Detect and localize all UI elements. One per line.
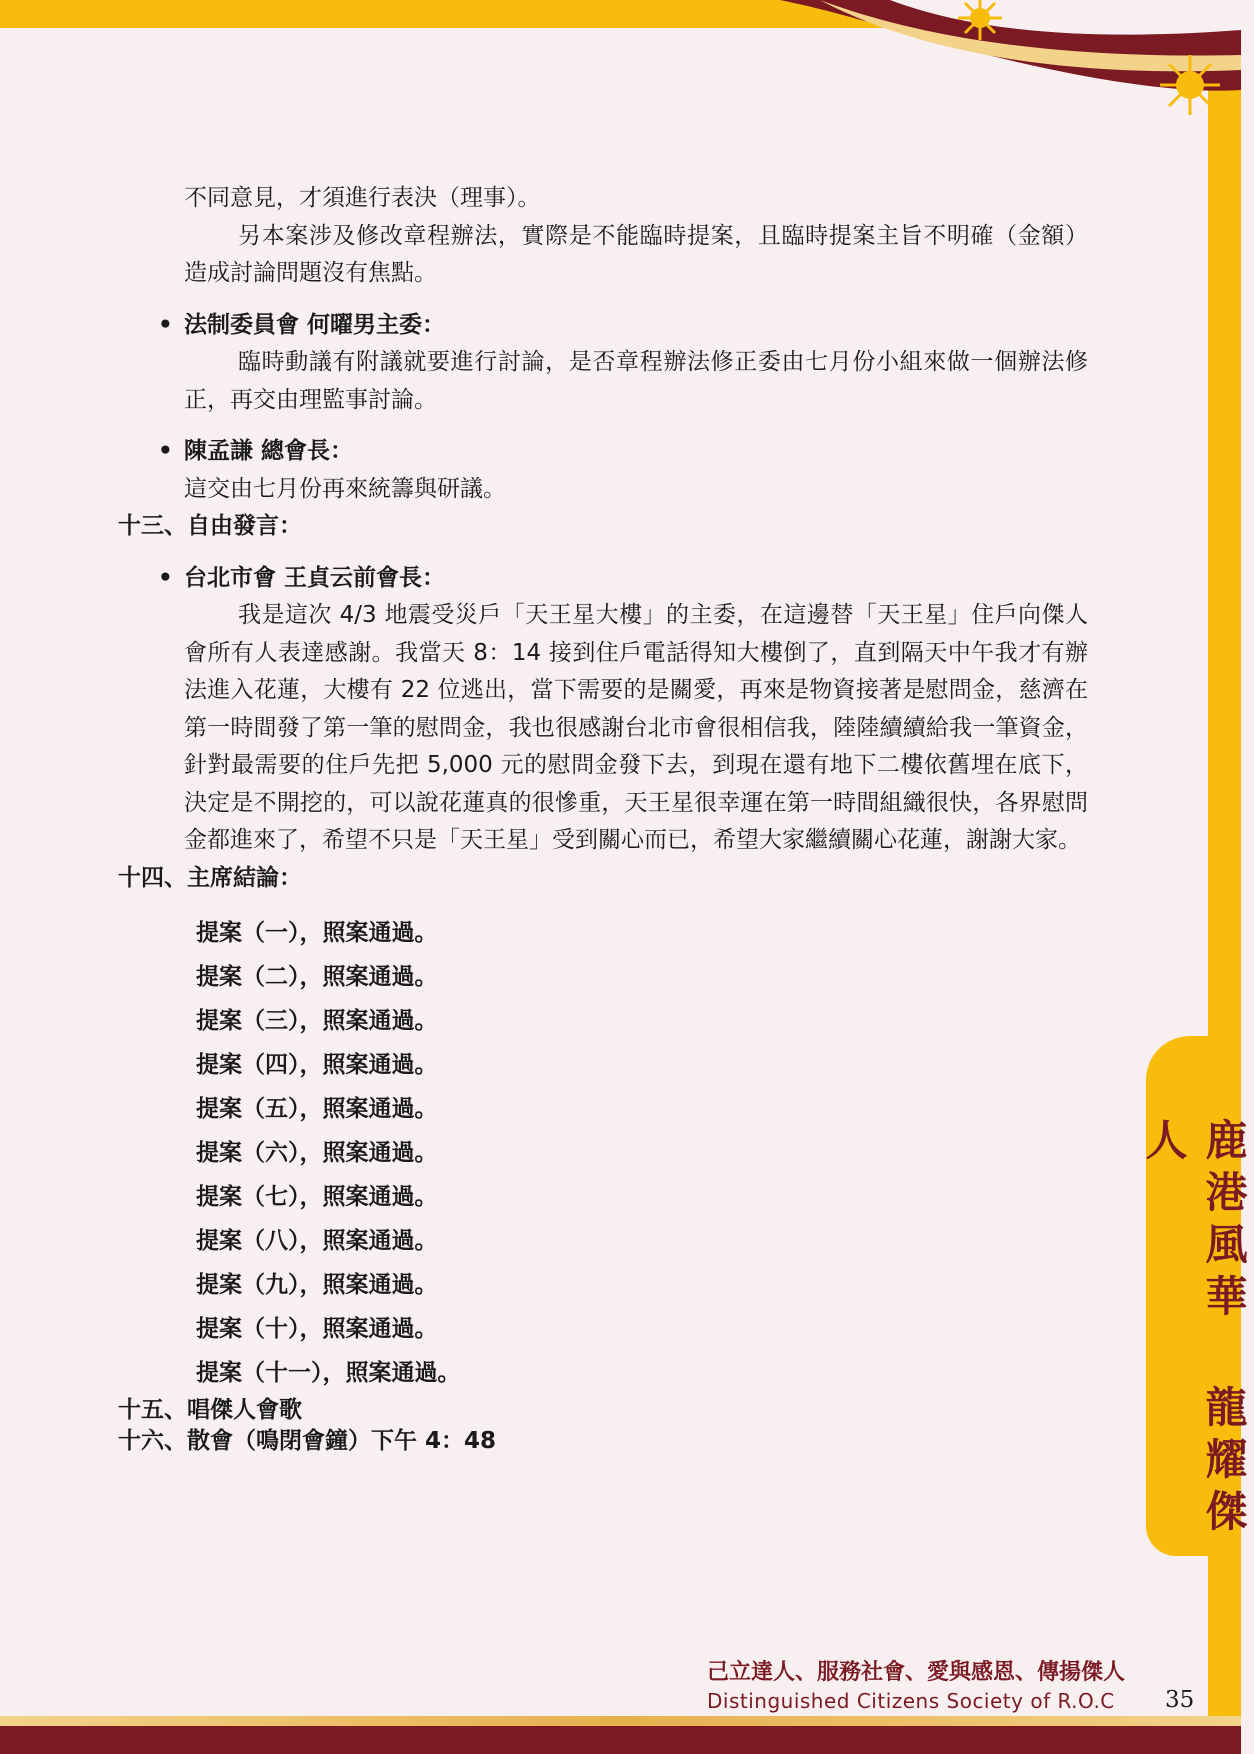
intro-line: 不同意見，才須進行表決（理事）。 <box>184 185 541 211</box>
document-body <box>118 180 1098 1457</box>
page-number: 35 <box>1165 1687 1195 1713</box>
list-item: 提案（九），照案通過。 <box>196 1272 438 1298</box>
side-tab <box>1139 1036 1249 1556</box>
bottom-maroon-band <box>0 1726 1241 1754</box>
list-item: 提案（五），照案通過。 <box>196 1096 438 1122</box>
footer-motto: 己立達人、服務社會、愛與感恩、傳揚傑人 <box>707 1659 1126 1685</box>
list-item: 提案（七），照案通過。 <box>196 1184 438 1210</box>
speaker-heading: • 陳孟謙 總會長： <box>118 433 1098 471</box>
bottom-gold-stripe <box>0 1716 1241 1726</box>
list-item: 提案（二），照案通過。 <box>196 964 438 990</box>
list-item: 提案（十），照案通過。 <box>196 1316 438 1342</box>
proposal-list <box>118 911 1098 1395</box>
footer-org-name: Distinguished Citizens Society of R.O.C <box>707 1689 1115 1713</box>
speaker-heading: • 法制委員會 何曜男主委： <box>118 307 1098 345</box>
list-item: 提案（四），照案通過。 <box>196 1052 438 1078</box>
speaker-text: 我是這次 4/3 地震受災戶「天王星大樓」的主委，在這邊替「天王星」住戶向傑人會所有人表達感謝。我當天 8：14 接到住戶電話得知大樓倒了，直到隔天中午我才有辦法進入花蓮，大樓有 22 位逃出，當下需要的是關愛，再來是物資接著是慰問金，慈濟在第一時間發了第一筆的慰問金，我也很感謝台北市會很相信我，陸陸續續給我一筆資金，針對最需要的住戶先把 5,000 元的慰問金發下去，到現在還有地下二樓依舊埋在底下，決定是不開挖的，可以說花蓮真的很慘重，天王星很幸運在第一時間組織很快，各界慰問金都進來了，希望不只是「天王星」受到關心而已，希望大家繼續關心花蓮，謝謝大家。 <box>184 602 1088 853</box>
section-heading: 十五、唱傑人會歌 <box>118 1397 302 1423</box>
list-item: 提案（六），照案通過。 <box>196 1140 438 1166</box>
speaker-text: 臨時動議有附議就要進行討論，是否章程辦法修正委由七月份小組來做一個辦法修正，再交由理監事討論。 <box>184 349 1088 413</box>
section-heading: 十六、散會（鳴閉會鐘）下午 4：48 <box>118 1428 497 1454</box>
side-tab-title: 鹿港風華 龍耀傑人 <box>1139 1118 1249 1541</box>
list-item: 提案（一），照案通過。 <box>196 920 438 946</box>
list-item: 提案（三），照案通過。 <box>196 1008 438 1034</box>
section-heading: 十四、主席結論： <box>118 864 302 891</box>
corner-ornament <box>780 0 1241 130</box>
intro-paragraph: 另本案涉及修改章程辦法，實際是不能臨時提案，且臨時提案主旨不明確（金額）造成討論問題沒有焦點。 <box>184 222 1088 286</box>
section-heading: 十三、自由發言： <box>118 513 302 539</box>
list-item: 提案（八），照案通過。 <box>196 1228 438 1254</box>
list-item: 提案（十一），照案通過。 <box>196 1360 461 1386</box>
speaker-heading: • 台北市會 王貞云前會長： <box>118 560 1098 598</box>
speaker-text: 這交由七月份再來統籌與研議。 <box>184 475 506 502</box>
